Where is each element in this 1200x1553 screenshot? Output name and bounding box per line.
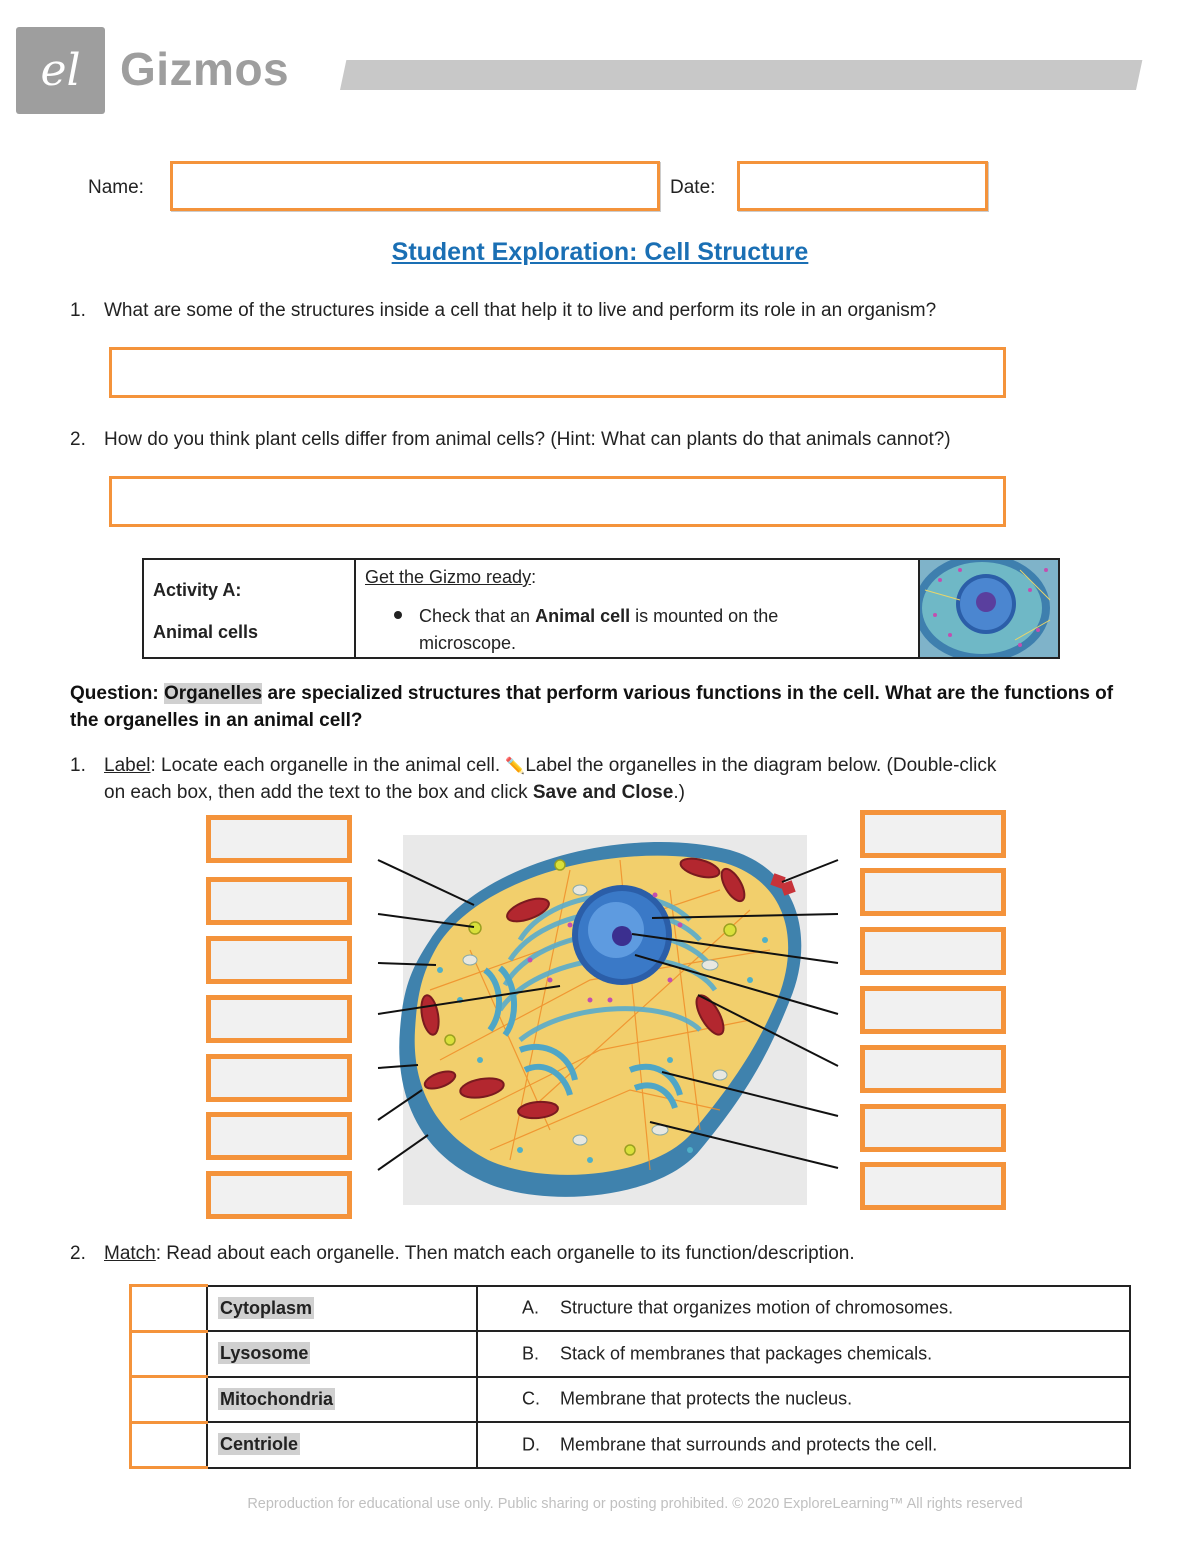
bullet-bold: Animal cell	[535, 606, 631, 626]
description-letter: B.	[522, 1343, 540, 1364]
step-number: 2.	[70, 1243, 86, 1264]
question-text: How do you think plant cells differ from animal cells? (Hint: What can plants do that animals cannot?)	[104, 429, 951, 450]
organelle-cell	[207, 1331, 477, 1377]
footer-copyright: Reproduction for educational use only. Public sharing or posting prohibited. © 2020 ExploreLearning™ All rights reserved	[247, 1496, 1023, 1512]
organelle-question	[70, 680, 1140, 734]
description-text: Membrane that protects the nucleus.	[560, 1388, 853, 1409]
match-answer-field[interactable]	[131, 1377, 208, 1423]
organelle-name: Centriole	[220, 1434, 299, 1455]
get-ready-colon: :	[531, 567, 537, 587]
label-box-right-5[interactable]	[860, 1045, 1006, 1093]
organelle-cell	[207, 1377, 477, 1423]
organelle-cell	[207, 1286, 477, 1332]
activity-table	[142, 558, 1060, 659]
match-answer-field[interactable]	[131, 1422, 208, 1468]
description-cell	[477, 1286, 1130, 1332]
date-field[interactable]	[737, 161, 988, 211]
step-2-line	[104, 1240, 855, 1267]
save-and-close-text: Save and Close	[532, 782, 674, 803]
step-number: 1.	[70, 755, 86, 776]
bullet-post: is mounted on the	[630, 606, 779, 626]
description-cell	[477, 1331, 1130, 1377]
label-box-right-2[interactable]	[860, 868, 1006, 916]
label-box-left-5[interactable]	[206, 1054, 352, 1102]
get-ready-heading	[365, 567, 536, 588]
description-letter: A.	[522, 1297, 540, 1318]
bullet-text	[419, 603, 778, 657]
step-1-line2-b: .)	[673, 782, 685, 803]
activity-instructions-cell	[356, 560, 920, 657]
match-answer-field[interactable]	[131, 1286, 208, 1332]
organelle-name: Lysosome	[220, 1343, 309, 1364]
label-box-right-3[interactable]	[860, 927, 1006, 975]
step-1-text-b: Label the organelles in the diagram below. (Double-click	[525, 755, 997, 776]
description-text: Membrane that surrounds and protects the cell.	[560, 1434, 938, 1455]
date-label: Date:	[670, 177, 716, 198]
table-row	[131, 1377, 1131, 1423]
answer-field-2[interactable]	[109, 476, 1006, 527]
name-field[interactable]	[170, 161, 660, 211]
bullet-line2: microscope.	[419, 633, 517, 653]
label-box-left-4[interactable]	[206, 995, 352, 1043]
step-2-text: : Read about each organelle. Then match each organelle to its function/description.	[155, 1243, 855, 1264]
header-bar	[340, 60, 1142, 90]
answer-field-1[interactable]	[109, 347, 1006, 398]
table-row	[131, 1331, 1131, 1377]
label-box-right-6[interactable]	[860, 1104, 1006, 1152]
label-box-right-4[interactable]	[860, 986, 1006, 1034]
label-box-left-2[interactable]	[206, 877, 352, 925]
description-text: Stack of membranes that packages chemicals.	[560, 1343, 933, 1364]
match-table	[129, 1284, 1131, 1469]
question-rest: are specialized structures that perform various functions in the cell. What are the functions of the organelles in an animal cell?	[70, 683, 1114, 731]
match-answer-field[interactable]	[131, 1331, 208, 1377]
bullet-pre: Check that an	[419, 606, 536, 626]
description-letter: C.	[522, 1388, 540, 1409]
animal-cell-diagram	[370, 830, 840, 1210]
question-number: 2.	[70, 429, 86, 450]
description-cell	[477, 1422, 1130, 1468]
question-prefix: Question:	[70, 683, 164, 704]
description-cell	[477, 1377, 1130, 1423]
explorelearning-logo-icon: el	[40, 45, 81, 96]
question-number: 1.	[70, 300, 86, 321]
step-1-line2-a: on each box, then add the text to the box and click	[104, 782, 533, 803]
step-1-line-2	[104, 779, 685, 806]
organelle-cell	[207, 1422, 477, 1468]
label-box-left-3[interactable]	[206, 936, 352, 984]
table-row	[131, 1422, 1131, 1468]
step-1-line-1	[104, 752, 996, 780]
get-ready-title: Get the Gizmo ready	[365, 567, 532, 587]
label-box-right-7[interactable]	[860, 1162, 1006, 1210]
activity-subtitle: Animal cells	[153, 622, 259, 642]
organelle-name: Cytoplasm	[220, 1297, 313, 1318]
description-letter: D.	[522, 1434, 540, 1455]
name-label: Name:	[88, 177, 144, 198]
page-title: Student Exploration: Cell Structure	[391, 238, 809, 266]
organelle-name: Mitochondria	[220, 1388, 333, 1409]
activity-label: Activity A:	[153, 580, 242, 600]
brand-name: Gizmos	[120, 43, 290, 95]
label-box-left-1[interactable]	[206, 815, 352, 863]
table-row	[131, 1286, 1131, 1332]
label-box-left-6[interactable]	[206, 1112, 352, 1160]
animal-cell-thumbnail	[920, 560, 1058, 657]
label-box-right-1[interactable]	[860, 810, 1006, 858]
question-text: What are some of the structures inside a cell that help it to live and perform its role in an organism?	[104, 300, 937, 321]
description-text: Structure that organizes motion of chromosomes.	[560, 1297, 954, 1318]
pencil-icon: ✏️	[505, 758, 526, 775]
step-1-label: Label	[104, 755, 151, 776]
label-box-left-7[interactable]	[206, 1171, 352, 1219]
bullet-dot-icon	[394, 611, 402, 619]
activity-label-cell	[144, 560, 356, 657]
step-1-text-a: : Locate each organelle in the animal cell.	[150, 755, 506, 776]
step-2-label: Match	[104, 1243, 156, 1264]
question-highlight: Organelles	[163, 683, 263, 704]
